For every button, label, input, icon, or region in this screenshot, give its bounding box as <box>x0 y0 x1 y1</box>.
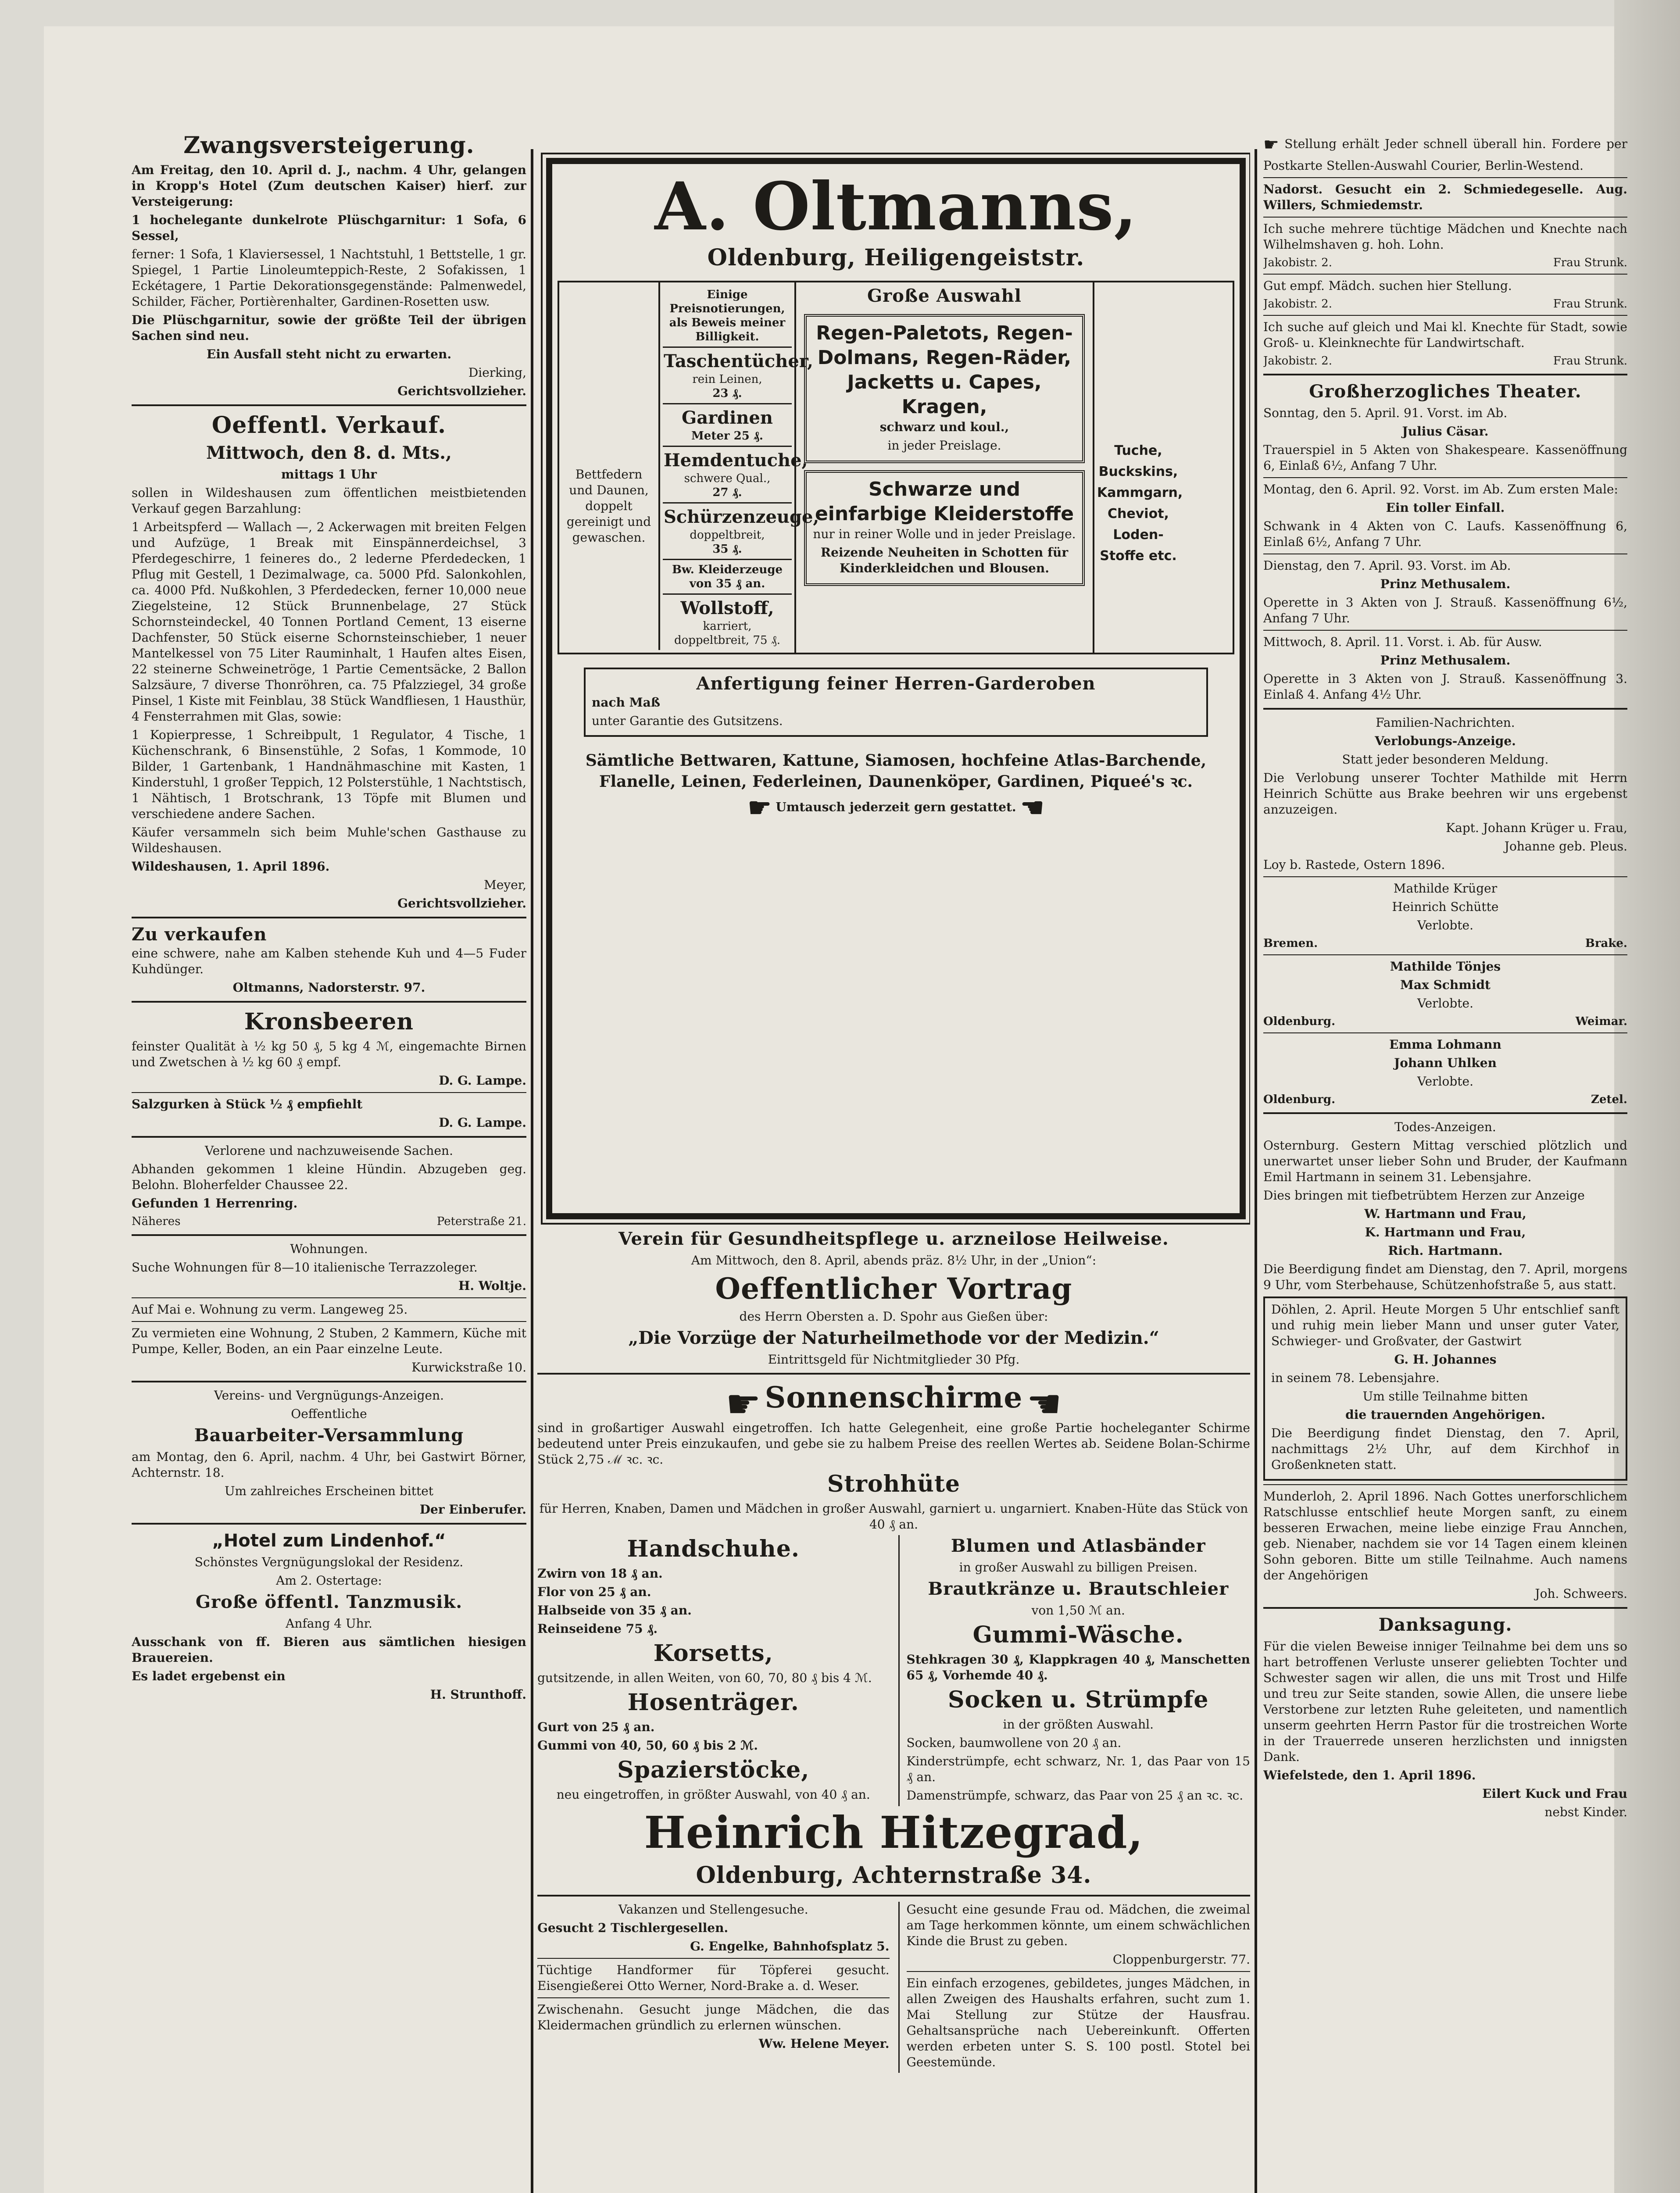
pointing-hand-icon: ☚ <box>1026 1381 1062 1427</box>
olt-price-3 <box>663 447 808 504</box>
cran-sig: D. G. Lampe. <box>439 1073 526 1088</box>
olt-p6-name: Wollstoff, <box>680 598 774 618</box>
olt-box1-sub2: in jeder Preislage. <box>887 438 1001 453</box>
olt-box2 <box>804 470 1085 586</box>
divider <box>1263 1112 1627 1114</box>
t2-play: Ein toller Einfall. <box>1386 500 1505 515</box>
vac-left <box>537 1902 890 2073</box>
auction-title: Zwangsversteigerung. <box>183 132 475 159</box>
olt-p4-name: Schürzenzeuge, <box>664 507 819 527</box>
found-row <box>132 1214 526 1229</box>
olt-name: A. Oltmanns, <box>654 168 1137 245</box>
b3-v: Verlobte. <box>1417 1074 1474 1089</box>
t4-play: Prinz Methusalem. <box>1380 653 1511 668</box>
olt-price-2 <box>663 404 792 447</box>
eng-sig2: Johanne geb. Pleus. <box>1504 839 1627 854</box>
gloves-l4: Reinseidene 75 ₰. <box>537 1621 658 1636</box>
vac3: Zwischenahn. Gesucht junge Mädchen, die das Kleidermachen gründlich zu erlernen wünschen. <box>537 2002 890 2032</box>
eng-title: Verlobungs-Anzeige. <box>1375 734 1516 748</box>
b3-n1: Emma Lohmann <box>1389 1037 1501 1052</box>
olt-p2-name: Gardinen <box>682 407 773 428</box>
divider <box>1263 177 1627 178</box>
gummi-text: Stehkragen 30 ₰, Klappkragen 40 ₰, Manschetten 65 ₰, Vorhemde 40 ₰. <box>906 1652 1250 1682</box>
b1-n2: Heinrich Schütte <box>1392 900 1499 914</box>
b1-r: Brake. <box>1585 937 1627 950</box>
sale-note: Käufer versammeln sich beim Muhle'schen Gasthause zu Wildeshausen. <box>132 825 526 855</box>
d1: Osternburg. Gestern Mittag verschied plötzlich und unerwartet unser lieber Sohn und Bruder, der Kaufmann Emil Hartmann in seinem 31. Lebensjahre. <box>1263 1138 1627 1184</box>
t1: Sonntag, den 5. April. 91. Vorst. im Ab. <box>1263 406 1508 420</box>
c3-ad5-a: Jakobistr. 2. <box>1263 354 1332 368</box>
hotel-sig: H. Strunthoff. <box>430 1687 526 1702</box>
cran-title: Kronsbeeren <box>244 1008 414 1035</box>
flats-text3: Zu vermieten eine Wohnung, 2 Stuben, 2 Kammern, Küche mit Pumpe, Keller, Boden, an ein Paar einzelne Leute. <box>132 1326 526 1356</box>
vac3-sig: Ww. Helene Meyer. <box>758 2036 890 2051</box>
flats-text1: Suche Wohnungen für 8—10 italienische Terrazzoleger. <box>132 1260 478 1275</box>
hotel-event: Große öffentl. Tanzmusik. <box>195 1592 463 1612</box>
olt-box2-sub: nur in reiner Wolle und in jeder Preislage. <box>813 527 1076 541</box>
eng-text: Die Verlobung unserer Tochter Mathilde mit Herrn Heinrich Schütte aus Brake beehren wir uns ergebenst anzuzeigen. <box>1263 771 1627 817</box>
stroh-title: Strohhüte <box>827 1470 961 1497</box>
c3-ad5: Ich suche auf gleich und Mai kl. Knechte für Stadt, sowie Groß- u. Kleinknechte für Landwirtschaft. <box>1263 320 1627 350</box>
b2-n1: Mathilde Tönjes <box>1390 959 1501 974</box>
thanks-place: Wiefelstede, den 1. April 1896. <box>1263 1768 1476 1782</box>
olt-tailor: Anfertigung feiner Herren-Garderoben <box>696 673 1096 694</box>
vac5: Ein einfach erzogenes, gebildetes, junges Mädchen, in allen Zweigen des Haushalts erfahren, sucht zum 1. Mai Stellung zur Stütze der Hausfrau. Gehaltsansprüche nach Uebereinkunft. Offerten werden erbeten unter S. S. 100 postl. Stotel bei Geestemünde. <box>906 1975 1250 2069</box>
c3-ad4-a: Jakobistr. 2. <box>1263 297 1332 311</box>
b3-l: Oldenburg. <box>1263 1093 1336 1106</box>
auction-sig1: Dierking, <box>468 365 526 380</box>
hotel-title: „Hotel zum Lindenhof.“ <box>212 1531 446 1551</box>
sticks-text: neu eingetroffen, in größter Auswahl, von 40 ₰ an. <box>556 1787 870 1802</box>
pointing-hand-icon: ☚ <box>1020 793 1044 823</box>
sale-place-date: Wildeshausen, 1. April 1896. <box>132 859 330 874</box>
olt-p5-name: Bw. Kleiderzeuge <box>672 563 783 576</box>
eng-place: Loy b. Rastede, Ostern 1896. <box>1263 857 1445 872</box>
corset-title: Korsetts, <box>653 1639 773 1667</box>
c3-ad4: Gut empf. Mädch. suchen hier Stellung. <box>1263 279 1512 293</box>
flats-text2: Auf Mai e. Wohnung zu verm. Langeweg 25. <box>132 1302 408 1317</box>
b3-r: Zetel. <box>1591 1093 1627 1106</box>
vac-right <box>898 1902 1251 2073</box>
column-middle <box>537 149 1250 2193</box>
olt-sel-head: Große Auswahl <box>867 286 1022 306</box>
verein-title: Verein für Gesundheitspflege u. arzneilose Heilweise. <box>618 1229 1169 1249</box>
c3-ad3-a: Jakobistr. 2. <box>1263 256 1332 269</box>
olt-p1-name: Taschentücher, <box>664 351 813 371</box>
olt-price-1 <box>663 348 813 404</box>
divider <box>132 1523 526 1525</box>
d2-name: G. H. Johannes <box>1394 1352 1497 1367</box>
sell-ad <box>132 924 526 946</box>
column-right <box>1263 132 1627 2193</box>
bridal-title: Brautkränze u. Brautschleier <box>928 1578 1229 1599</box>
braces-l2: Gummi von 40, 50, 60 ₰ bis 2 ℳ. <box>537 1738 758 1753</box>
d2: Döhlen, 2. April. Heute Morgen 5 Uhr entschlief sanft und ruhig mein lieber Mann und unser guter Vater, Schwieger- und Großvater, der Gastwirt <box>1271 1302 1619 1348</box>
d2-s: die trauernden Angehörigen. <box>1345 1407 1545 1422</box>
b2-n2: Max Schmidt <box>1400 978 1491 992</box>
t2: Montag, den 6. April. 92. Vorst. im Ab. Zum ersten Male: <box>1263 482 1618 496</box>
sale-time: mittags 1 Uhr <box>281 467 377 482</box>
club-text2: Um zahlreiches Erscheinen bittet <box>224 1484 434 1498</box>
thanks-title: Danksagung. <box>1378 1614 1512 1635</box>
column-rule <box>531 149 533 2193</box>
d2-b: in seinem 78. Lebensjahre. <box>1271 1371 1440 1385</box>
olt-selection <box>796 282 1094 653</box>
cran-text: feinster Qualität à ½ kg 50 ₰, 5 kg 4 ℳ, eingemachte Birnen und Zwetschen à ½ kg 60 ₰ empf. <box>132 1039 526 1069</box>
olt-prices <box>660 282 819 653</box>
olt-prices-head: Einige Preisnotierungen, als Beweis meiner Billigkeit. <box>663 285 792 348</box>
sonnen-header <box>537 1380 1250 1427</box>
olt-tailor-sub2: unter Garantie des Gutsitzens. <box>592 714 783 728</box>
olt-city: Oldenburg, Heiligengeiststr. <box>707 244 1085 271</box>
divider <box>1263 315 1627 316</box>
olt-p1-desc: rein Leinen, <box>692 373 762 386</box>
d1-s1: W. Hartmann und Frau, <box>1364 1207 1526 1221</box>
eng-sig1: Kapt. Johann Krüger u. Frau, <box>1446 821 1627 835</box>
gloves-l3: Halbseide von 35 ₰ an. <box>537 1603 692 1618</box>
gloves-title: Handschuhe. <box>627 1535 800 1562</box>
auction-intro: Am Freitag, den 10. April d. J., nachm. 4 Uhr, gelangen in Kropp's Hotel (Zum deutschen Kaiser) hierf. zur Versteigerung: <box>132 163 526 209</box>
auction-note2: Ein Ausfall steht nicht zu erwarten. <box>206 347 452 361</box>
t3-d: Operette in 3 Akten von J. Strauß. Kassenöffnung 6½, Anfang 7 Uhr. <box>1263 595 1627 625</box>
sale-items2: 1 Kopierpresse, 1 Schreibpult, 1 Regulator, 4 Tische, 1 Küchenschrank, 6 Binsenstühle, 2 Sofas, 1 Kommode, 10 Bilder, 1 Gartenbank, 1 Handnähmaschine mit Kasten, 1 Kinderstuhl, 1 großer Teppich, 12 Polsterstühle, 1 Nachtstisch, 1 Nähtisch, 1 Brotschrank, 13 Töpfe mit Blumen und verschiedene andere Sachen. <box>132 728 526 821</box>
club-sub: Oeffentliche <box>291 1407 367 1421</box>
divider <box>1263 630 1627 631</box>
olt-price-6 <box>663 595 792 650</box>
b1-n1: Mathilde Krüger <box>1393 881 1498 896</box>
sell-text: eine schwere, nahe am Kalben stehende Kuh und 4—5 Fuder Kuhdünger. <box>132 946 526 976</box>
gloves-l2: Flor von 25 ₰ an. <box>537 1584 651 1599</box>
auction-items1: 1 hochelegante dunkelrote Plüschgarnitur: 1 Sofa, 6 Sessel, <box>132 213 526 243</box>
sale-sig1: Meyer, <box>484 878 526 892</box>
divider <box>132 404 526 406</box>
gummi-title: Gummi-Wäsche. <box>972 1621 1184 1648</box>
vacancies <box>537 1902 1250 2073</box>
d2-d: Die Beerdigung findet Dienstag, den 7. April, nachmittags 2½ Uhr, auf dem Kirchhof in Großenkneten statt. <box>1271 1426 1619 1472</box>
divider <box>537 1997 890 1998</box>
braces-l1: Gurt von 25 ₰ an. <box>537 1719 655 1734</box>
club-name: Bauarbeiter-Versammlung <box>194 1425 464 1446</box>
auction-items2: ferner: 1 Sofa, 1 Klaviersessel, 1 Nachtstuhl, 1 Bettstelle, 1 gr. Spiegel, 1 Partie Linoleumteppich-Reste, 2 Sofakissen, 1 Eckétagere, 1 Partie Dekorationsgegenstände: Palmenwedel, Schilder, Fächer, Portièrenhalter, Gardinen-Rosetten usw. <box>132 247 526 309</box>
olt-p4-price: 35 ₰. <box>712 543 742 556</box>
b2-r: Weimar. <box>1575 1015 1627 1028</box>
divider <box>132 1234 526 1236</box>
divider <box>1263 876 1627 877</box>
divider <box>1263 274 1627 275</box>
b1-places <box>1263 936 1627 951</box>
column-rule <box>1255 149 1257 2193</box>
divider <box>907 1971 1251 1972</box>
olt-box1-sub: schwarz und koul., <box>879 420 1009 434</box>
olt-box1-title: Regen-Paletots, Regen-Dolmans, Regen-Räder, Jacketts u. Capes, Kragen, <box>816 322 1073 418</box>
d3: Munderloh, 2. April 1896. Nach Gottes unerforschlichem Ratschlusse entschlief heute Morgen sanft, zu einem besseren Erwachen, meine liebe einzige Frau Annchen, geb. Nienaber, nachdem sie vor 14 Tagen einem kleinen Sohn geboren. Bitte um stille Teilnahme. Auch namens der Angehörigen <box>1263 1489 1627 1582</box>
flowers-text: in großer Auswahl zu billigen Preisen. <box>959 1560 1197 1575</box>
b1-v: Verlobte. <box>1417 918 1474 932</box>
b3-n2: Johann Uhlken <box>1394 1056 1497 1070</box>
t1-play: Julius Cäsar. <box>1402 424 1489 439</box>
found-more: Näheres <box>132 1215 181 1228</box>
c3-ad2: Nadorst. Gesucht ein 2. Schmiedegeselle. Aug. Willers, Schmiedemstr. <box>1263 182 1627 212</box>
divider <box>537 1958 890 1959</box>
bridal-text: von 1,50 ℳ an. <box>1031 1603 1125 1618</box>
divider <box>1263 954 1627 955</box>
divider <box>132 1321 526 1322</box>
vac4-sig: Cloppenburgerstr. 77. <box>1112 1952 1250 1967</box>
t4: Mittwoch, 8. April. 11. Vorst. i. Ab. für Ausw. <box>1263 635 1542 649</box>
d3-sig: Joh. Schweers. <box>1535 1586 1627 1601</box>
b2-v: Verlobte. <box>1417 996 1474 1011</box>
b2-l: Oldenburg. <box>1263 1015 1336 1028</box>
hotel-invite: Es ladet ergebenst ein <box>132 1669 286 1683</box>
sticks-title: Spazierstöcke, <box>617 1756 810 1783</box>
verein-speaker: des Herrn Obersten a. D. Spohr aus Gießen über: <box>739 1309 1048 1324</box>
divider <box>1263 1032 1627 1033</box>
divider <box>132 1381 526 1382</box>
hotel-day: Am 2. Ostertage: <box>276 1573 382 1588</box>
divider <box>537 1895 1250 1897</box>
c3-ad3-b: Frau Strunk. <box>1553 256 1627 269</box>
olt-tailor-sub: nach Maß <box>592 695 661 710</box>
olt-box2-sub2: Reizende Neuheiten in Schotten für Kinderkleidchen und Blousen. <box>820 545 1069 575</box>
olt-p2-price: Meter 25 ₰. <box>691 429 763 443</box>
c3-ad5-sig <box>1263 354 1627 368</box>
t2-d: Schwank in 4 Akten von C. Laufs. Kassenöffnung 6, Einlaß 6½, Anfang 7 Uhr. <box>1263 519 1627 549</box>
vac1: Gesucht 2 Tischlergesellen. <box>537 1920 729 1935</box>
divider <box>132 1297 526 1298</box>
club-sig: Der Einberufer. <box>419 1502 526 1517</box>
pointing-hand-icon: ☛ <box>1263 135 1279 155</box>
death-box-d2 <box>1263 1297 1627 1481</box>
flowers-title: Blumen und Atlasbänder <box>951 1535 1206 1556</box>
t1-d: Trauerspiel in 5 Akten von Shakespeare. Kassenöffnung 6, Einlaß 6½, Anfang 7 Uhr. <box>1263 443 1627 473</box>
olt-p1-price: 23 ₰. <box>712 387 742 400</box>
auction-sig2: Gerichtsvollzieher. <box>397 384 526 398</box>
sale-date: Mittwoch, den 8. d. Mts., <box>206 443 452 463</box>
goods-left <box>537 1535 890 1806</box>
found-text: Gefunden 1 Herrenring. <box>132 1196 298 1211</box>
olt-p6-desc: karriert, doppeltbreit, 75 ₰. <box>674 620 781 647</box>
sonnen-text: sind in großartiger Auswahl eingetroffen. Ich hatte Gelegenheit, eine große Partie hocheleganter Schirme bedeutend unter Preis einzukaufen, und gebe sie zu halbem Preise des reellen Wertes ab. Seidene Bolan-Schirme Stück 2,75 ℳ ꝛc. ꝛc. <box>537 1420 1250 1467</box>
olt-p3-name: Hemdentuche, <box>664 450 808 471</box>
hotel-time: Anfang 4 Uhr. <box>286 1616 372 1631</box>
pickle-sig: D. G. Lampe. <box>439 1115 526 1130</box>
braces-title: Hosenträger. <box>627 1689 799 1716</box>
divider <box>1263 217 1627 218</box>
c3-ad1-text: Stellung erhält Jeder schnell überall hin. Fordere per Postkarte Stellen-Auswahl Courier, Berlin-Westend. <box>1263 136 1627 173</box>
t3: Dienstag, den 7. April. 93. Vorst. im Ab. <box>1263 558 1511 573</box>
lost-text: Abhanden gekommen 1 kleine Hündin. Abzugeben geg. Belohn. Bloherfelder Chaussee 22. <box>132 1162 526 1192</box>
olt-list: Sämtliche Bettwaren, Kattune, Siamosen, hochfeine Atlas-Barchende, Flanelle, Leinen, Federleinen, Daunenköper, Gardinen, Piqueé's ꝛc. <box>585 751 1207 791</box>
b1-l: Bremen. <box>1263 937 1318 950</box>
fam-title: Familien-Nachrichten. <box>1376 715 1515 730</box>
sell-sig: Oltmanns, Nadorsterstr. 97. <box>232 980 425 995</box>
c3-ad4-sig <box>1263 296 1627 311</box>
theatre-title: Großherzogliches Theater. <box>1309 381 1582 402</box>
column-left <box>132 132 526 2193</box>
club-title: Vereins- und Vergnügungs-Anzeigen. <box>214 1388 444 1403</box>
pointing-hand-icon: ☛ <box>726 1381 761 1427</box>
death-title: Todes-Anzeigen. <box>1394 1120 1496 1134</box>
olt-exchange-text: Umtausch jederzeit gern gestattet. <box>776 800 1016 814</box>
c3-ad4-b: Frau Strunk. <box>1553 297 1627 311</box>
socks-title: Socken u. Strümpfe <box>947 1686 1209 1713</box>
olt-right: Tuche, Buckskins, Kammgarn, Cheviot, Loden-Stoffe etc. <box>1097 443 1183 564</box>
verein-when: Am Mittwoch, den 8. April, abends präz. 8½ Uhr, in der „Union“: <box>691 1253 1097 1268</box>
divider <box>132 1001 526 1003</box>
eng-sub: Statt jeder besonderen Meldung. <box>1342 752 1549 767</box>
b2-places <box>1263 1014 1627 1029</box>
pointing-hand-icon: ☛ <box>747 793 772 823</box>
pickle-text: Salzgurken à Stück ½ ₰ empfiehlt <box>132 1097 363 1111</box>
lost-title: Verlorene und nachzuweisende Sachen. <box>205 1143 453 1158</box>
olt-p3-desc: schwere Qual., <box>684 472 771 485</box>
oltmanns-ad <box>546 158 1246 1219</box>
stroh-text: für Herren, Knaben, Damen und Mädchen in großer Auswahl, garniert u. ungarniert. Knaben-Hüte das Stück von 40 ₰ an. <box>539 1501 1248 1532</box>
c3-ad3: Ich suche mehrere tüchtige Mädchen und Knechte nach Wilhelmshaven g. hoh. Lohn. <box>1263 221 1627 252</box>
club-text: am Montag, den 6. April, nachm. 4 Uhr, bei Gastwirt Börner, Achternstr. 18. <box>132 1450 526 1480</box>
thanks-text: Für die vielen Beweise inniger Teilnahme bei dem uns so hart betroffenen Verluste unserer geliebten Tochter und Schwester sagen wir allen, die uns mit Trost und Hilfe und treu zur Seite standen, sowie Allen, die unsere liebe Verstorbene zur letzten Ruhe geleiteten, und namentlich unserm geehrten Herrn Pastor für die trostreichen Worte in der Trauerrede unseren herzlichsten und innigsten Dank. <box>1263 1639 1627 1764</box>
divider <box>1263 477 1627 478</box>
olt-p3-price: 27 ₰. <box>712 486 742 499</box>
c3-ad3-sig <box>1263 255 1627 270</box>
olt-p5-price: von 35 ₰ an. <box>689 577 765 590</box>
socks-l1: Socken, baumwollene von 20 ₰ an. <box>906 1735 1122 1750</box>
divider <box>1263 374 1627 375</box>
d1-s3: Rich. Hartmann. <box>1388 1243 1503 1258</box>
divider <box>537 1373 1250 1375</box>
olt-box1 <box>804 314 1085 463</box>
sale-sig2: Gerichtsvollzieher. <box>397 896 526 911</box>
divider <box>132 917 526 918</box>
olt-p4-desc: doppeltbreit, <box>690 529 765 542</box>
sonnen-title: Sonnenschirme <box>765 1380 1023 1414</box>
socks-l2: Kinderstrümpfe, echt schwarz, Nr. 1, das Paar von 15 ₰ an. <box>906 1754 1250 1784</box>
olt-price-5 <box>663 560 792 595</box>
sale-items: 1 Arbeitspferd — Wallach —, 2 Ackerwagen mit breiten Felgen und Aufzüge, 1 Break mit Einspännerdeichsel, 3 Pferdegeschirre, 1 feineres do., 2 lederne Pferdedecken, 1 Pflug mit Gestell, 1 Dezimalwage, ca. 5000 Pfd. Salonkohlen, ca. 4000 Pfd. Nußkohlen, 3 Pferdedecken, ferner 10,000 neue Ziegelsteine, 12 Stück Brunnenbelage, 27 Stück Schornsteindeckel, 40 Tonnen Portland Cement, 13 eiserne Dachfenster, 50 Stück eiserne Schornsteinschieber, 1 neuer Mantelkessel von 75 Liter Rauminhalt, 1 Haufen altes Eisen, 22 steinerne Schweinetröge, 1 Partie Cementsäcke, 2 Ballon Salzsäure, 7 diverse Thonröhren, ca. 75 Pfalzziegel, 34 große Pinsel, 1 Kiste mit Feinblau, 38 Stück Wandfliesen, 1 Hausthür, 4 Fensterrahmen mit Glas, sowie: <box>132 520 526 724</box>
vac1-sig: G. Engelke, Bahnhofsplatz 5. <box>690 1939 890 1954</box>
flats-sig1: H. Woltje. <box>458 1279 526 1293</box>
olt-tailor-box <box>584 668 1208 737</box>
sell-title: Zu verkaufen <box>132 924 267 945</box>
divider <box>132 1136 526 1138</box>
socks-text: in der größten Auswahl. <box>1003 1717 1154 1732</box>
verein-topic: „Die Vorzüge der Naturheilmethode vor der Medizin.“ <box>628 1328 1159 1348</box>
olt-left: Bettfedern und Daunen, doppelt gereinigt und gewaschen. <box>559 282 660 650</box>
verein-event: Oeffentlicher Vortrag <box>715 1272 1072 1306</box>
t4-d: Operette in 3 Akten von J. Strauß. Kassenöffnung 3. Einlaß 4. Anfang 4½ Uhr. <box>1263 671 1627 702</box>
c3-ad5-b: Frau Strunk. <box>1553 354 1627 368</box>
sale-title: Oeffentl. Verkauf. <box>211 412 447 439</box>
olt-exchange <box>558 795 1234 821</box>
olt-price-4 <box>663 504 819 560</box>
divider <box>1263 1607 1627 1609</box>
olt-box2-title: Schwarze und einfarbige Kleiderstoffe <box>815 478 1074 525</box>
thanks-sig1: Eilert Kuck und Frau <box>1482 1786 1627 1801</box>
d2-c: Um stille Teilnahme bitten <box>1362 1389 1528 1404</box>
verein-fee: Eintrittsgeld für Nichtmitglieder 30 Pfg. <box>768 1352 1020 1367</box>
divider <box>132 1092 526 1093</box>
d1-s2: K. Hartmann und Frau, <box>1365 1225 1526 1239</box>
olt-grid <box>558 281 1234 654</box>
gloves-l1: Zwirn von 18 ₰ an. <box>537 1566 663 1581</box>
goods-right <box>898 1535 1251 1806</box>
found-addr: Peterstraße 21. <box>436 1215 526 1228</box>
flats-sig3: Kurwickstraße 10. <box>411 1360 526 1375</box>
b3-places <box>1263 1092 1627 1107</box>
corset-text: gutsitzende, in allen Weiten, von 60, 70, 80 ₰ bis 4 ℳ. <box>537 1670 872 1685</box>
hotel-sub: Schönstes Vergnügungslokal der Residenz. <box>194 1555 464 1569</box>
vac4: Gesucht eine gesunde Frau od. Mädchen, die zweimal am Tage herkommen könnte, um einem schwächlichen Kinde die Brust zu geben. <box>906 1902 1250 1948</box>
hitz-name: Heinrich Hitzegrad, <box>644 1806 1144 1858</box>
c3-ad1 <box>1263 132 1627 174</box>
divider <box>1263 1484 1627 1485</box>
d1-b: Dies bringen mit tiefbetrübtem Herzen zur Anzeige <box>1263 1188 1585 1203</box>
auction-note: Die Plüschgarnitur, sowie der größte Teil der übrigen Sachen sind neu. <box>132 313 526 343</box>
sale-intro: sollen in Wildeshausen zum öffentlichen meistbietenden Verkauf gegen Barzahlung: <box>132 486 526 516</box>
vac-title: Vakanzen und Stellengesuche. <box>618 1902 808 1917</box>
t3-play: Prinz Methusalem. <box>1380 577 1511 591</box>
flats-title: Wohnungen. <box>290 1242 368 1256</box>
d1-c: Die Beerdigung findet am Dienstag, den 7. April, morgens 9 Uhr, vom Sterbehause, Schützenhofstraße 5, aus statt. <box>1263 1262 1627 1292</box>
thanks-sig2: nebst Kinder. <box>1544 1805 1627 1819</box>
hitzegrad-goods <box>537 1535 1250 1806</box>
hotel-text: Ausschank von ff. Bieren aus sämtlichen hiesigen Brauereien. <box>132 1635 526 1665</box>
socks-l3: Damenstrümpfe, schwarz, das Paar von 25 ₰ an ꝛc. ꝛc. <box>906 1788 1244 1803</box>
hitz-addr: Oldenburg, Achternstraße 34. <box>696 1861 1092 1889</box>
vac2: Tüchtige Handformer für Töpferei gesucht. Eisengießerei Otto Werner, Nord-Brake a. d. Weser. <box>537 1962 890 1993</box>
divider <box>1263 708 1627 710</box>
